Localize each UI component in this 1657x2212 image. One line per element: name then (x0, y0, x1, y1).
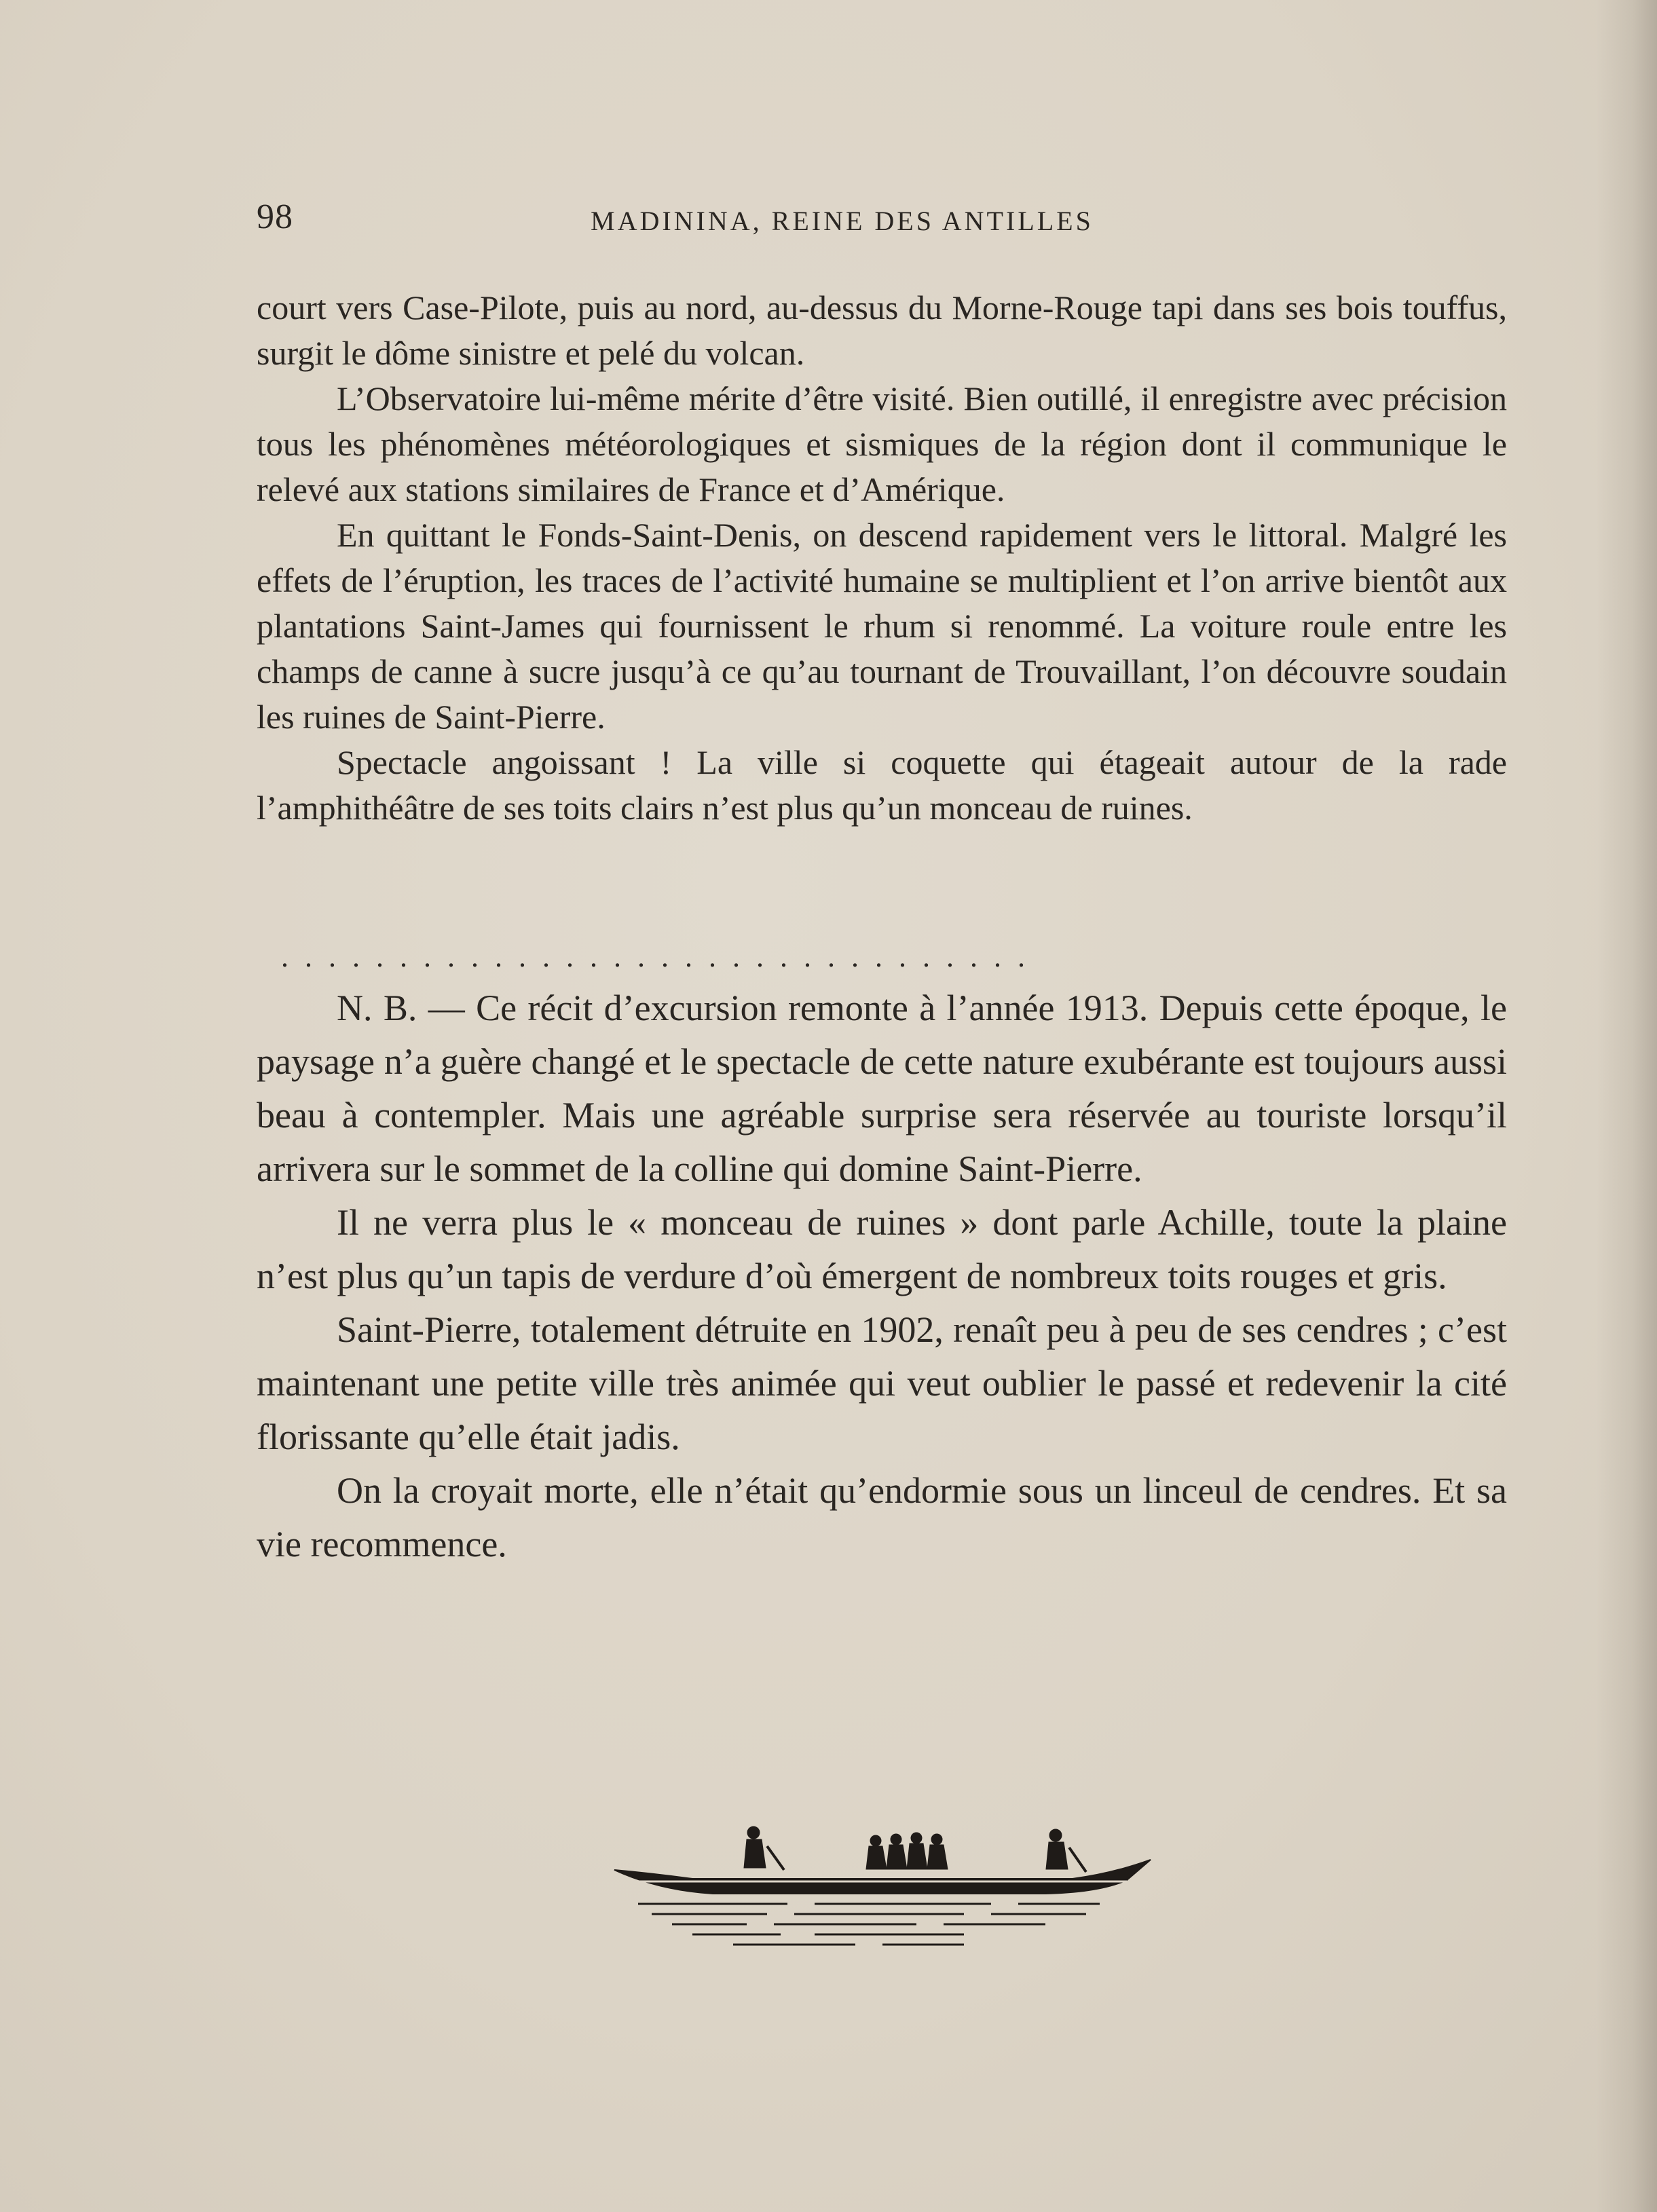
paddler-figure (927, 1834, 948, 1869)
paddler-figure (887, 1834, 907, 1869)
paragraph: En quittant le Fonds-Saint-Denis, on descend rapidement vers le littoral. Malgré les effets de l’éruption, les traces de l’activité humaine se multiplient et l’on arrive bientôt aux plantations Saint-James qui fournissent le rhum si renommé. La voiture roule entre les champs de canne à sucre jusqu’à ce qu’au tournant de Trouvaillant, l’on découvre soudain les ruines de Saint-Pierre. (257, 516, 1507, 736)
note-paragraph: On la croyait morte, elle n’était qu’endormie sous un linceul de cendres. Et sa vie recommence. (257, 1470, 1507, 1564)
paragraph: court vers Case-Pilote, puis au nord, au-dessus du Morne-Rouge tapi dans ses bois touffus, surgit le dôme sinistre et pelé du volcan. (257, 288, 1507, 372)
note-paragraph: Il ne verra plus le « monceau de ruines » dont parle Achille, toute la plaine n’est plus qu’un tapis de verdure d’où émergent de nombreux toits rouges et gris. (257, 1202, 1507, 1296)
dotted-separator: ................................ (281, 940, 1041, 973)
page-number: 98 (257, 198, 293, 236)
paddler-figure (907, 1833, 927, 1869)
paragraph: L’Observatoire lui-même mérite d’être visité. Bien outillé, il enregistre avec précision tous les phénomènes météorologiques et sismiques de la région dont il communique le relevé aux stations similaires de France et d’Amérique. (257, 379, 1507, 508)
main-text (257, 285, 1507, 831)
note-paragraph: N. B. — Ce récit d’excursion remonte à l’année 1913. Depuis cette époque, le paysage n’a guère changé et le spectacle de cette nature exubérante est toujours aussi beau à contempler. Mais une agréable surprise sera réservée au touriste lorsqu’il arrivera sur le sommet de la colline qui domine Saint-Pierre. (257, 988, 1507, 1189)
paragraph: Spectacle angoissant ! La ville si coquette qui étageait autour de la rade l’amphithéâtre de ses toits clairs n’est plus qu’un monceau de ruines. (257, 743, 1507, 827)
note-text (257, 981, 1507, 1571)
canoe-vignette (611, 1805, 1154, 1962)
page-header (257, 197, 1507, 244)
running-title: MADININA, REINE DES ANTILLES (591, 206, 1094, 236)
note-paragraph: Saint-Pierre, totalement détruite en 1902, renaît peu à peu de ses cendres ; c’est maintenant une petite ville très animée qui veut oublier le passé et redevenir la cité florissante qu’elle était jadis. (257, 1309, 1507, 1457)
paddler-figure (866, 1835, 887, 1869)
water-ripples (638, 1904, 1100, 1945)
paddler-figure (1046, 1829, 1086, 1872)
paddler-figure (744, 1826, 784, 1870)
page-edge-shadow (1596, 0, 1657, 2212)
